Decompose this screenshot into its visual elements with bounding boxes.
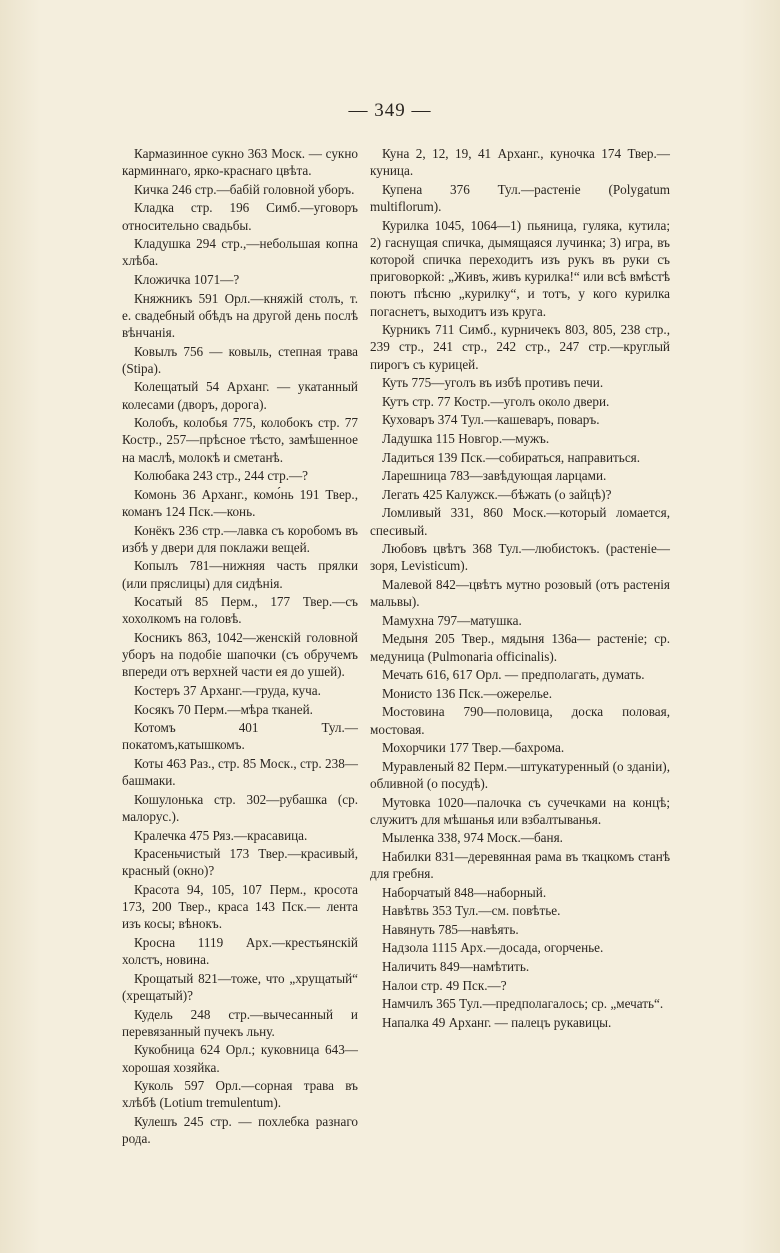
dictionary-entry: Навѣтвь 353 Тул.—см. повѣтье. — [382, 903, 561, 919]
dictionary-entry: Ковылъ 756 — ковыль, степная трава (Stipa). — [122, 343, 358, 376]
dictionary-entry: Кукобница 624 Орл.; куковница 643—хорошая хозяйка. — [122, 1042, 358, 1075]
dictionary-entry: Надзола 1115 Арх.—досада, огорченье. — [382, 940, 604, 956]
dictionary-entry: Мыленка 338, 974 Моск.—баня. — [382, 830, 563, 846]
dictionary-entry: Кудель 248 стр.—вычесанный и перевязанный пучекъ льну. — [122, 1006, 358, 1039]
dictionary-entry: Ларешница 783—завѣдующая ларцами. — [382, 468, 607, 484]
dictionary-entry: Купена 376 Тул.—растеніе (Polygatum multiflorum). — [370, 181, 670, 214]
dictionary-entry: Мамухна 797—матушка. — [382, 612, 522, 628]
dictionary-entry: Муравленый 82 Перм.—штукатуренный (о зданіи), обливной (о посудѣ). — [370, 758, 670, 791]
dictionary-entry: Ломливый 331, 860 Моск.—который ломается, спесивый. — [370, 505, 670, 538]
dictionary-entry: Мечать 616, 617 Орл. — предполагать, думать. — [382, 667, 645, 683]
dictionary-entry: Наборчатый 848—наборный. — [382, 884, 547, 900]
dictionary-entry: Куховаръ 374 Тул.—кашеваръ, поваръ. — [382, 412, 600, 428]
dictionary-entry: Колюбака 243 стр., 244 стр.—? — [134, 468, 309, 484]
dictionary-entry: Копылъ 781—нижняя часть прялки (или пряслицы) для сидѣнія. — [122, 558, 358, 591]
dictionary-entry: Костеръ 37 Арханг.—груда, куча. — [134, 682, 321, 698]
dictionary-entry: Навянуть 785—навѣять. — [382, 921, 519, 937]
dictionary-entry: Легать 425 Калужск.—бѣжать (о зайцѣ)? — [382, 486, 612, 502]
dictionary-entry: Куна 2, 12, 19, 41 Арханг., куночка 174 Твер.—куница. — [370, 146, 670, 179]
dictionary-entry: Красота 94, 105, 107 Перм., кросота 173, 200 Твер., краса 143 Пск.— лента изъ косы; вѣнокъ. — [122, 881, 358, 932]
dictionary-entry: Косатый 85 Перм., 177 Твер.—съ хохолкомъ на головѣ. — [122, 594, 358, 627]
dictionary-entry: Красеньчистый 173 Твер.—красивый, красный (окно)? — [122, 846, 358, 879]
dictionary-entry: Коты 463 Раз., стр. 85 Моск., стр. 238—башмаки. — [122, 755, 358, 789]
dictionary-entry: Котомъ 401 Тул.—покатомъ,катышкомъ. — [122, 720, 358, 753]
dictionary-entry: Налои стр. 49 Пск.—? — [382, 977, 507, 993]
dictionary-entry: Кичка 246 стр.—бабій головной уборъ. — [134, 181, 355, 197]
dictionary-entry: Медыня 205 Твер., мядыня 136а— растеніе; ср. медуница (Pulmonaria officinalis). — [370, 631, 670, 664]
dictionary-entry: Мохорчики 177 Твер.—бахрома. — [382, 740, 565, 756]
page-number: — 349 — — [348, 100, 432, 121]
dictionary-entry: Кладушка 294 стр.,—небольшая копна хлѣба. — [122, 236, 358, 269]
dictionary-entry: Кросна 1119 Арх.—крестьянскій холстъ, новина. — [122, 934, 358, 968]
dictionary-entry: Монисто 136 Пск.—ожерелье. — [382, 685, 553, 701]
dictionary-entry: Конёкъ 236 стр.—лавка съ коробомъ въ избѣ у двери для поклажи вещей. — [122, 522, 358, 555]
dictionary-entry: Намчилъ 365 Тул.—предполагалось; ср. „мечать“. — [382, 996, 664, 1012]
dictionary-entry: Мостовина 790—половица, доска половая, мостовая. — [370, 704, 670, 737]
dictionary-entry: Курилка 1045, 1064—1) пьяница, гуляка, кутила; 2) гаснущая спичка, дымящаяся лучинка; 3) игра, въ которой спичка переходитъ изъ рукъ въ руки съ приговоркой: „Живъ, живъ курилка!“ или всѣ вмѣстѣ поютъ пѣсню „курилку“, и тотъ, у кого курилка погаснетъ, выходитъ изъ круга. — [370, 217, 670, 319]
dictionary-entry: Напалка 49 Арханг. — палецъ рукавицы. — [382, 1014, 612, 1030]
dictionary-entry: Косякъ 70 Перм.—мѣра тканей. — [134, 701, 313, 717]
dictionary-entry: Куть 775—уголъ въ избѣ противъ печи. — [382, 375, 604, 391]
dictionary-entry: Куколь 597 Орл.—сорная трава въ хлѣбѣ (Lotium tremulentum). — [122, 1078, 358, 1111]
dictionary-entry: Наличить 849—намѣтить. — [382, 959, 530, 975]
dictionary-entry: Мутовка 1020—палочка съ сучечками на концѣ; служитъ для мѣшанья или взбалтыванья. — [370, 794, 670, 827]
dictionary-entry: Малевой 842—цвѣтъ мутно розовый (отъ растенія мальвы). — [370, 576, 670, 610]
dictionary-entry: Кложичка 1071—? — [134, 271, 240, 287]
dictionary-entry: Кутъ стр. 77 Костр.—уголъ около двери. — [382, 393, 610, 409]
dictionary-entry: Кулешъ 245 стр. — похлебка разнаго рода. — [122, 1113, 358, 1147]
dictionary-entry: Кошулонька стр. 302—рубашка (ср. малорус.). — [122, 791, 358, 824]
dictionary-entry: Кладка стр. 196 Симб.—уговоръ относительно свадьбы. — [122, 200, 358, 233]
dictionary-entry: Княжникъ 591 Орл.—княжій столъ, т. е. свадебный обѣдъ на другой день послѣ вѣнчанія. — [122, 290, 358, 340]
dictionary-entry: Набилки 831—деревянная рама въ ткацкомъ станѣ для гребня. — [370, 848, 670, 882]
dictionary-entry: Ладиться 139 Пск.—собираться, направиться. — [382, 449, 641, 465]
left-column — [122, 145, 358, 1149]
dictionary-entry: Колобъ, колобья 775, колобокъ стр. 77 Костр., 257—прѣсное тѣсто, замѣшенное на маслѣ, молокѣ и сметанѣ. — [122, 415, 358, 465]
dictionary-entry: Крощатый 821—тоже, что „хрущатый“ (хрещатый)? — [122, 970, 358, 1003]
dictionary-entry: Ладушка 115 Новгор.—мужъ. — [382, 430, 550, 446]
dictionary-entry: Комонь 36 Арханг., комо́нь 191 Твер., команъ 124 Пск.—конь. — [122, 486, 358, 519]
dictionary-entry: Любовъ цвѣтъ 368 Тул.—любистокъ. (растеніе—зоря, Levisticum). — [370, 541, 670, 574]
dictionary-entry: Косникъ 863, 1042—женскій головной уборъ на подобіе шапочки (съ обручемъ впереди отъ верхней части ея до ушей). — [122, 629, 358, 680]
dictionary-entry: Кармазинное сукно 363 Моск. — сукно карминнаго, ярко-краснаго цвѣта. — [122, 146, 358, 179]
right-column — [370, 145, 670, 1032]
dictionary-entry: Кралечка 475 Ряз.—красавица. — [134, 827, 308, 843]
dictionary-entry: Курникъ 711 Симб., курничекъ 803, 805, 238 стр., 239 стр., 241 стр., 242 стр., 247 стр.—круглый пирогъ съ курицей. — [370, 322, 670, 372]
dictionary-entry: Колещатый 54 Арханг. — укатанный колесами (дворъ, дорога). — [122, 379, 358, 412]
